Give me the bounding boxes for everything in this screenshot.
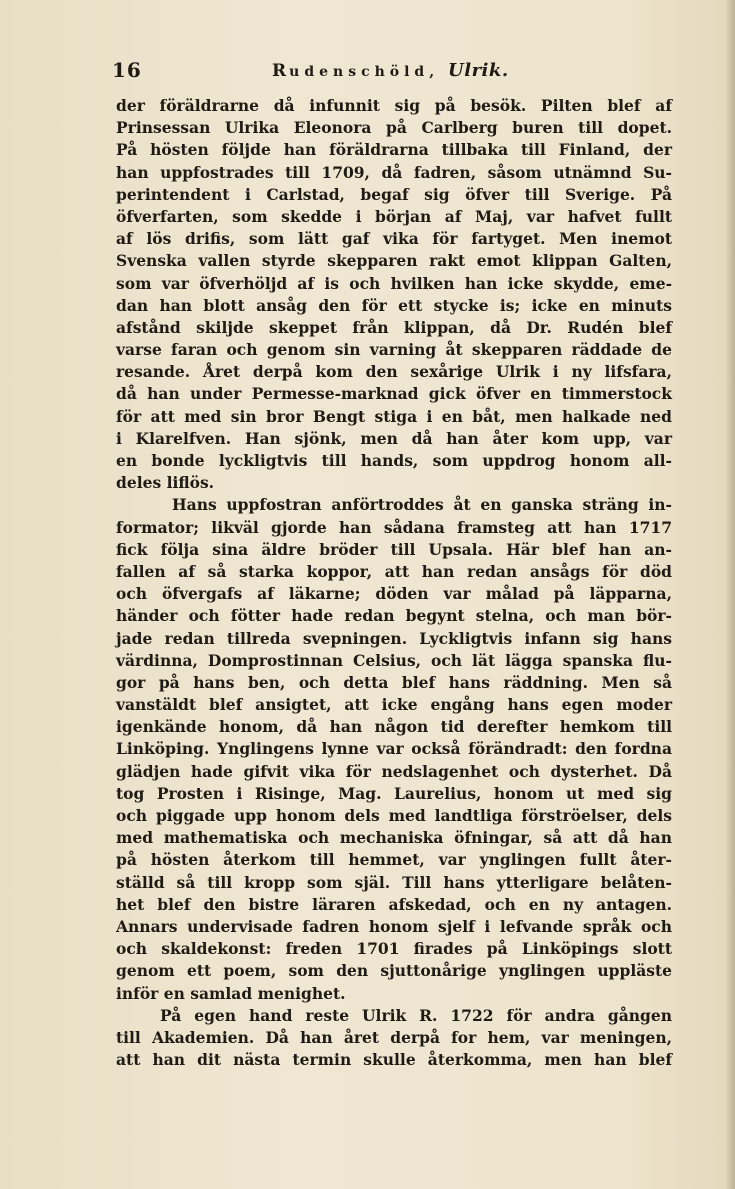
text-line: genom ett poem, som den sjuttonårige ynglingen uppläste — [116, 961, 672, 981]
text-line: som var öfverhöljd af is och hvilken han icke skydde, eme- — [116, 273, 672, 293]
text-line: På hösten följde han föräldrarna tillbaka till Finland, der — [116, 140, 672, 160]
text-line: glädjen hade gifvit vika för nedslagenhet och dysterhet. Då — [116, 761, 672, 781]
text-line: dan han blott ansåg den för ett stycke is; icke en minuts — [116, 295, 672, 315]
text-line: och piggade upp honom dels med landtliga förströelser, dels — [116, 806, 672, 825]
text-line: på hösten återkom till hemmet, var ynglingen fullt åter- — [116, 850, 672, 870]
text-line: värdinna, Domprostinnan Celsius, och lät lägga spanska flu- — [116, 650, 672, 670]
text-line: het blef den bistre läraren afskedad, och en ny antagen. — [116, 894, 672, 914]
text-line-paragraph-start: På egen hand reste Ulrik R. 1722 för andra gången — [160, 1005, 672, 1025]
text-line: inför en samlad menighet. — [116, 983, 346, 1003]
text-line: för att med sin bror Bengt stiga i en båt, men halkade ned — [116, 406, 672, 426]
text-line: han uppfostrades till 1709, då fadren, såsom utnämnd Su- — [116, 162, 672, 182]
text-line: igenkände honom, då han någon tid derefter hemkom till — [116, 717, 672, 737]
text-line: deles liflös. — [116, 473, 215, 493]
text-line: jade redan tillreda svepningen. Lyckligtvis infann sig hans — [116, 628, 672, 648]
text-line: der föräldrarne då infunnit sig på besök. Pilten blef af — [116, 96, 672, 115]
text-line: af lös drifis, som lätt gaf vika för fartyget. Men inemot — [116, 229, 672, 249]
page-header — [112, 58, 672, 88]
text-line: varse faran och genom sin varning åt skepparen räddade de — [116, 340, 672, 360]
text-line: en bonde lyckligtvis till hands, som uppdrog honom all- — [116, 451, 672, 470]
text-line: och öfvergafs af läkarne; döden var målad på läpparna, — [116, 584, 672, 604]
text-line: resande. Året derpå kom den sexårige Ulrik i ny lifsfara, — [116, 362, 672, 382]
text-line: perintendent i Carlstad, begaf sig öfver till Sverige. På — [116, 184, 672, 204]
text-line: till Akademien. Då han året derpå for hem, var meningen, — [116, 1027, 672, 1047]
text-line: i Klarelfven. Han sjönk, men då han åter kom upp, var — [116, 428, 672, 448]
text-line: ställd så till kropp som själ. Till hans ytterligare belåten- — [116, 872, 672, 892]
text-line-paragraph-start: Hans uppfostran anförtroddes åt en ganska sträng in- — [172, 495, 672, 515]
text-line: då han under Permesse-marknad gick öfver en timmerstock — [116, 384, 672, 404]
running-title — [272, 60, 509, 81]
page-number: 16 — [112, 58, 142, 82]
text-line: Prinsessan Ulrika Eleonora på Carlberg buren till dopet. — [116, 118, 672, 138]
text-line: Annars undervisade fadren honom sjelf i lefvande språk och — [116, 916, 672, 936]
text-line: gor på hans ben, och detta blef hans räddning. Men så — [116, 672, 672, 692]
body-text — [116, 95, 672, 1071]
text-line: att han dit nästa termin skulle återkomma, men han blef — [116, 1050, 672, 1070]
page-edge-shadow — [725, 0, 735, 1189]
text-line: Linköping. Ynglingens lynne var också förändradt: den fordna — [116, 739, 672, 759]
running-title-surname: udenschöld, — [289, 64, 440, 80]
running-title-initial: R — [272, 61, 290, 81]
text-line: Svenska vallen styrde skepparen rakt emot klippan Galten, — [116, 251, 672, 271]
text-line: med mathematiska och mechaniska öfningar, så att då han — [116, 828, 672, 848]
text-line: formator; likväl gjorde han sådana framsteg att han 1717 — [116, 517, 672, 537]
text-line: händer och fötter hade redan begynt stelna, och man bör- — [116, 606, 672, 626]
text-line: och skaldekonst: freden 1701 firades på Linköpings slott — [116, 939, 672, 959]
text-line: tog Prosten i Risinge, Mag. Laurelius, honom ut med sig — [116, 783, 672, 803]
text-line: vanstäldt blef ansigtet, att icke engång hans egen moder — [116, 695, 672, 715]
text-line: öfverfarten, som skedde i början af Maj, var hafvet fullt — [116, 206, 672, 226]
running-title-given-name: Ulrik. — [448, 60, 509, 81]
text-line: afstånd skiljde skeppet från klippan, då Dr. Rudén blef — [116, 317, 672, 337]
text-line: fallen af så starka koppor, att han redan ansågs för död — [116, 561, 672, 581]
text-line: fick följa sina äldre bröder till Upsala. Här blef han an- — [116, 539, 672, 559]
